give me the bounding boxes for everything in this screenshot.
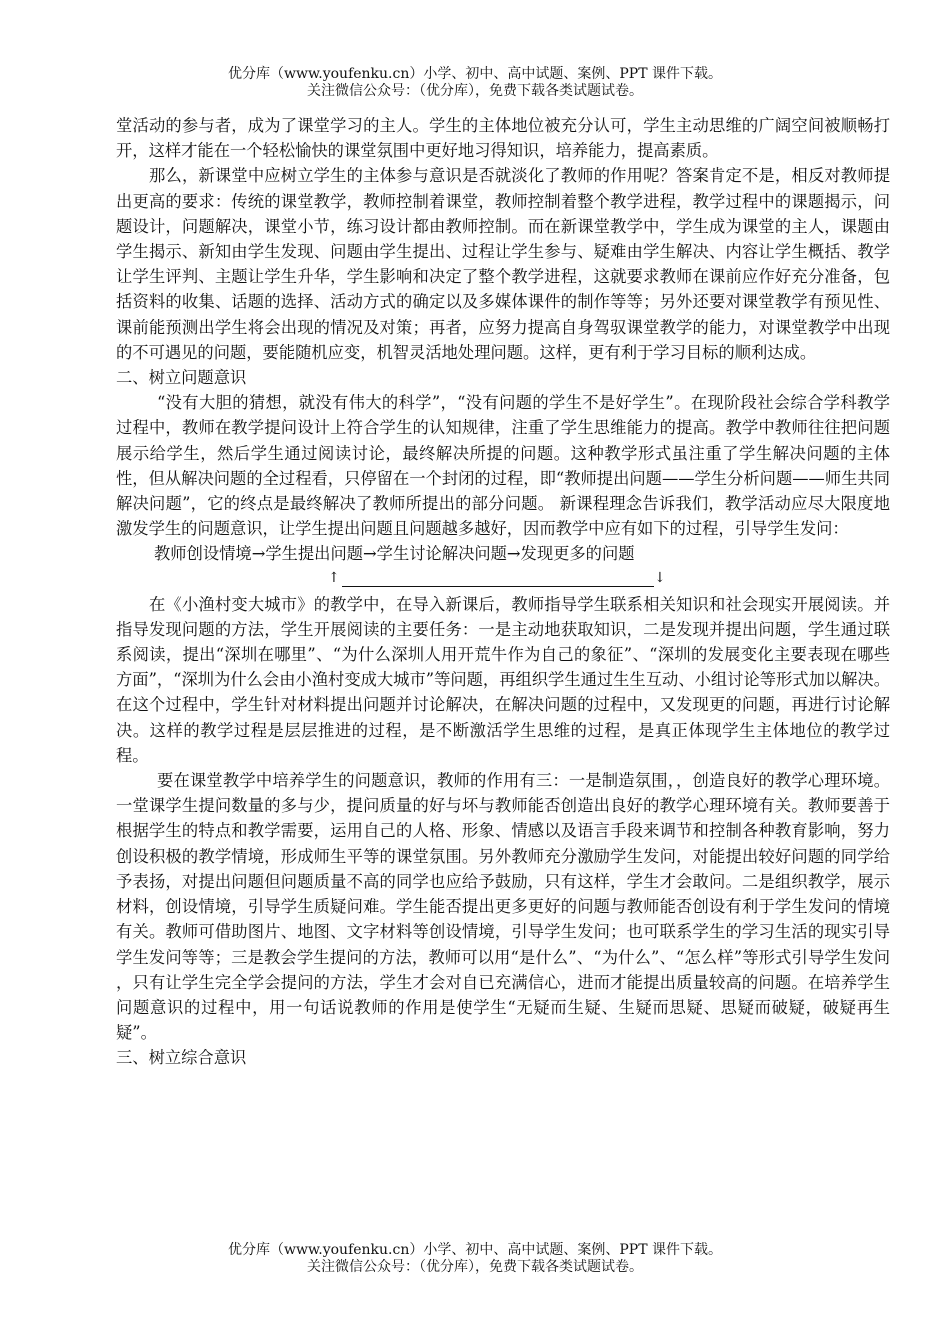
page-footer [0, 1242, 950, 1276]
down-arrow-icon: ↓ [654, 569, 666, 586]
up-arrow-icon: ↑ [328, 569, 340, 586]
section-heading-3: 三、树立综合意识 [116, 1048, 247, 1068]
loop-line [342, 586, 654, 587]
paragraph-case-example: 在《小渔村变大城市》的教学中，在导入新课后，教师指导学生联系相关知识和社会现实开展阅读。并指导发现问题的方法，学生开展阅读的主要任务：一是主动地获取知识，二是发现并提出问题，学生通过联系阅读，提出“深圳在哪里”、“为什么深圳人用开荒牛作为自己的象征”、“深圳的发展变化主要表现在哪些方面”，“深圳为什么会由小渔村变成大城市”等问题，再组织学生通过生生互动、小组讨论等形式加以解决。在这个过程中，学生针对材料提出问题并讨论解决，在解决问题的过程中，又发现更的问题，再进行讨论解决。这样的教学过程是层层推进的过程，是不断激活学生思维的过程，是真正体现学生主体地位的教学过程。 [116, 594, 890, 765]
paragraph-continuation: 堂活动的参与者，成为了课堂学习的主人。学生的主体地位被充分认可，学生主动思维的广阔空间被顺畅打开，这样才能在一个轻松愉快的课堂氛围中更好地习得知识，培养能力，提高素质。 [116, 116, 890, 161]
paragraph-teacher-role: 那么，新课堂中应树立学生的主体参与意识是否就淡化了教师的作用呢？答案肯定不是，相反对教师提出更高的要求：传统的课堂教学，教师控制着课堂，教师控制着整个教学进程，教学过程中的课题揭示，问题设计，问题解决，课堂小节，练习设计都由教师控制。而在新课堂教学中，学生成为课堂的主人，课题由学生揭示、新知由学生发现、问题由学生提出、过程让学生参与、疑难由学生解决、内容让学生概括、教学让学生评判、主题让学生升华，学生影响和决定了整个教学进程，这就要求教师在课前应作好充分准备，包括资料的收集、话题的选择、活动方式的确定以及多媒体课件的制作等等；另外还要对课堂教学有预见性、课前能预测出学生将会出现的情况及对策；再者，应努力提高自身驾驭课堂教学的能力，对课堂教学中出现的不可遇见的问题，要能随机应变，机智灵活地处理问题。这样，更有利于学习目标的顺利达成。 [116, 166, 890, 362]
paragraph-question-awareness: “没有大胆的猜想，就没有伟大的科学”，“没有问题的学生不是好学生”。在现阶段社会综合学科教学过程中，教师在教学提问设计上符合学生的认知规律，注重了学生思维能力的提高。教学中教师往往把问题展示给学生，然后学生通过阅读讨论，最终解决所提的问题。这种教学形式虽注重了学生解决问题的主体性，但从解决问题的全过程看，只停留在一个封闭的过程，即“教师提出问题——学生分析问题——师生共同解决问题”，它的终点是最终解决了教师所提出的部分问题。 新课程理念告诉我们，教学活动应尽大限度地激发学生的问题意识，让学生提出问题且问题越多越好，因而教学中应有如下的过程，引导学生发问： [116, 393, 890, 539]
footer-line-1: 优分库（www.youfenku.cn）小学、初中、高中试题、案例、PPT 课件下载。 [227, 1242, 722, 1258]
header-line-2: 关注微信公众号：（优分库），免费下载各类试题试卷。 [307, 83, 643, 99]
footer-line-2: 关注微信公众号：（优分库），免费下载各类试题试卷。 [307, 1259, 643, 1275]
section-heading-2: 二、树立问题意识 [116, 368, 247, 388]
process-feedback-loop [116, 567, 890, 592]
page-header [0, 66, 950, 100]
paragraph-teacher-functions: 要在课堂教学中培养学生的问题意识，教师的作用有三：一是制造氛围，，创造良好的教学心理环境。一堂课学生提问数量的多与少，提问质量的好与坏与教师能否创造出良好的教学心理环境有关。教师要善于根据学生的特点和教学需要，运用自己的人格、形象、情感以及语言手段来调节和控制各种教育影响，努力创设积极的教学情境，形成师生平等的课堂氛围。另外教师充分激励学生发问，对能提出较好问题的同学给予表扬，对提出问题但问题质量不高的同学也应给予鼓励，只有这样，学生才会敢问。二是组织教学，展示材料，创设情境，引导学生质疑问难。学生能否提出更多更好的问题与教师能否创设有利于学生发问的情境有关。教师可借助图片、地图、文字材料等创设情境，引导学生发问；也可联系学生的学习生活的现实引导学生发问等等；三是教会学生提问的方法，教师可以用“是什么”、“为什么”、“怎么样”等形式引导学生发问 ，只有让学生完全学会提问的方法，学生才会对自已充满信心，进而才能提出质量较高的问题。在培养学生问题意识的过程中，用一句话说教师的作用是使学生“无疑而生疑、生疑而思疑、思疑而破疑，破疑再生疑”。 [116, 771, 890, 1043]
process-flow: 教师创设情境→学生提出问题→学生讨论解决问题→发现更多的问题 [154, 544, 635, 564]
header-line-1: 优分库（www.youfenku.cn）小学、初中、高中试题、案例、PPT 课件下载。 [227, 66, 722, 82]
document-body [116, 113, 890, 1071]
